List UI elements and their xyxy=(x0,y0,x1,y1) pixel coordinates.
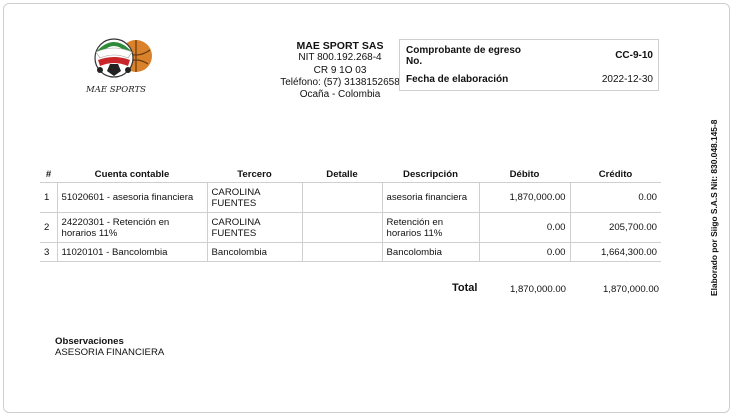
total-credit: 1,870,000.00 xyxy=(602,284,659,295)
row-third: CAROLINA FUENTES xyxy=(207,183,302,213)
company-city: Ocaña - Colombia xyxy=(299,89,381,101)
total-label: Total xyxy=(452,282,478,294)
voucher-number: CC-9-10 xyxy=(615,50,653,61)
company-name: MAE SPORT SAS xyxy=(296,40,384,52)
total-debit: 1,870,000.00 xyxy=(509,284,566,295)
row-number: 1 xyxy=(40,183,57,213)
voucher-number-row xyxy=(406,45,653,69)
row-detail xyxy=(302,243,382,262)
voucher-date: 2022-12-30 xyxy=(601,74,653,85)
row-credit: 205,700.00 xyxy=(570,213,661,243)
row-credit: 0.00 xyxy=(570,183,661,213)
col-header-credit: Crédito xyxy=(570,166,661,183)
col-header-debit: Débito xyxy=(479,166,570,183)
row-third: Bancolombia xyxy=(207,243,302,262)
row-description: Retención en horarios 11% xyxy=(382,213,479,243)
row-detail xyxy=(302,183,382,213)
row-account: 51020601 - asesoria financiera xyxy=(57,183,207,213)
row-description: asesoria financiera xyxy=(382,183,479,213)
voucher-type-label: Comprobante de egreso No. xyxy=(406,45,522,67)
row-third: CAROLINA FUENTES xyxy=(207,213,302,243)
table-header-row xyxy=(40,166,661,183)
side-footer-note: Elaborado por Siigo S.A.S Nit: 830.048.145-8 xyxy=(709,119,719,296)
observations-text: ASESORIA FINANCIERA xyxy=(55,347,165,358)
company-header xyxy=(270,40,410,101)
voucher-date-label: Fecha de elaboración xyxy=(406,74,509,85)
col-header-description: Descripción xyxy=(382,166,479,183)
row-debit: 1,870,000.00 xyxy=(479,183,570,213)
accounting-lines-table xyxy=(40,166,661,262)
company-nit: NIT 800.192.268-4 xyxy=(298,52,382,64)
table-row xyxy=(40,183,661,213)
voucher-info-box xyxy=(399,39,659,91)
row-credit: 1,664,300.00 xyxy=(570,243,661,262)
company-logo xyxy=(76,30,156,98)
col-header-number: # xyxy=(40,166,57,183)
row-description: Bancolombia xyxy=(382,243,479,262)
company-address: CR 9 1O 03 xyxy=(313,64,367,76)
logo-graphic xyxy=(76,30,156,98)
logo-text: MAE SPORTS xyxy=(85,85,147,95)
table-row xyxy=(40,243,661,262)
observations-section xyxy=(55,336,164,358)
col-header-detail: Detalle xyxy=(302,166,382,183)
table-row xyxy=(40,213,661,243)
row-debit: 0.00 xyxy=(479,243,570,262)
row-debit: 0.00 xyxy=(479,213,570,243)
row-account: 24220301 - Retención en horarios 11% xyxy=(57,213,207,243)
observations-title: Observaciones xyxy=(55,336,124,347)
row-account: 11020101 - Bancolombia xyxy=(57,243,207,262)
company-phone: Teléfono: (57) 3138152658 xyxy=(280,76,400,88)
row-number: 2 xyxy=(40,213,57,243)
row-detail xyxy=(302,213,382,243)
col-header-account: Cuenta contable xyxy=(57,166,207,183)
row-number: 3 xyxy=(40,243,57,262)
col-header-third: Tercero xyxy=(207,166,302,183)
